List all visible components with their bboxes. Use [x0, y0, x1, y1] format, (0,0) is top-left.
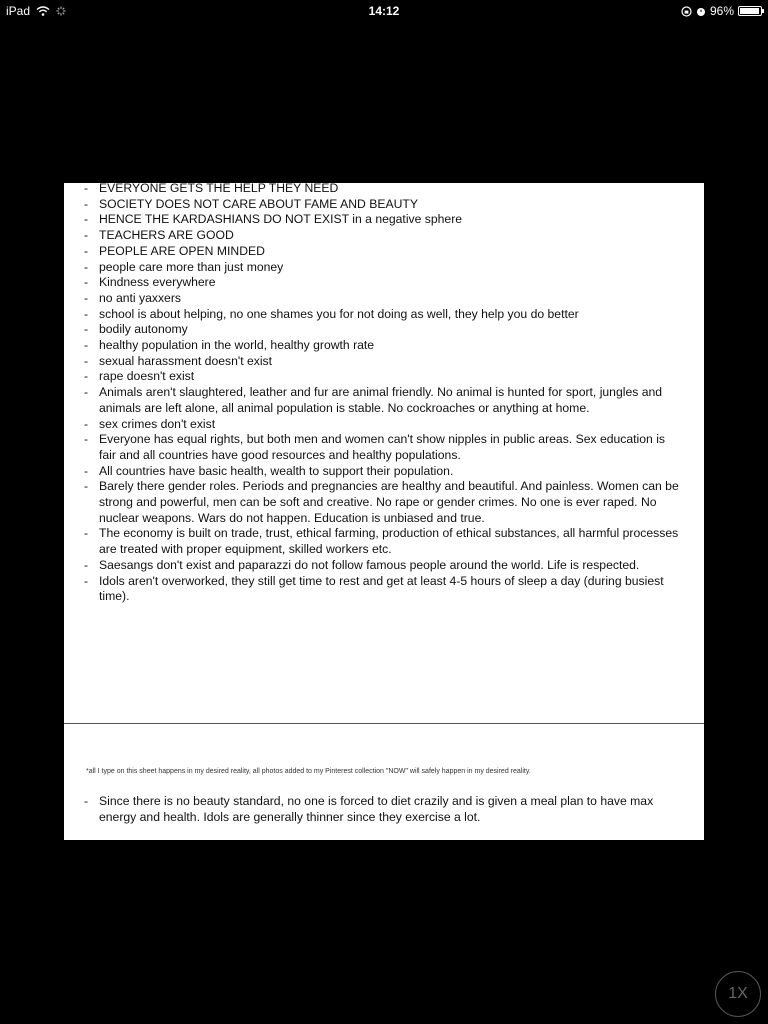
status-right [681, 4, 762, 18]
list-item: - Since there is no beauty standard, no one is forced to diet crazily and is given a meal plan to have max energy and health. Idols are generally thinner since they exercise a lot. [84, 794, 684, 825]
list-item: - Idols aren't overworked, they still get time to rest and get at least 4-5 hours of sleep a day (during busiest time). [84, 574, 684, 605]
list-item: - people care more than just money [84, 260, 684, 276]
list-item: - EVERYONE GETS THE HELP THEY NEED [84, 183, 684, 197]
list-item: - Kindness everywhere [84, 275, 684, 291]
list-item: - The economy is built on trade, trust, ethical farming, production of ethical substances, all harmful processes are treated with proper equipment, skilled workers etc. [84, 526, 684, 557]
page-divider [64, 723, 704, 724]
list-item: - healthy population in the world, healthy growth rate [84, 338, 684, 354]
list-item: - school is about helping, no one shames you for not doing as well, they help you do better [84, 307, 684, 323]
list-item: - All countries have basic health, wealth to support their population. [84, 464, 684, 480]
list-item: - Everyone has equal rights, but both men and women can't show nipples in public areas. Sex education is fair and all countries have good resources and healthy populations. [84, 432, 684, 463]
alarm-clock-icon [696, 6, 706, 17]
document-list [84, 183, 684, 605]
list-item: - Barely there gender roles. Periods and pregnancies are healthy and beautiful. And painless. Women can be strong and powerful, men can be soft and creative. No rape or gender crimes. No one is ever raped. No nuclear weapons. Wars do not happen. Education is unbiased and true. [84, 479, 684, 526]
battery-icon [738, 6, 762, 16]
battery-percent: 96% [709, 4, 734, 18]
battery-fill [740, 8, 759, 14]
list-item: - no anti yaxxers [84, 291, 684, 307]
list-item: - SOCIETY DOES NOT CARE ABOUT FAME AND BEAUTY [84, 197, 684, 213]
list-item: - Saesangs don't exist and paparazzi do not follow famous people around the world. Life is respected. [84, 558, 684, 574]
list-item: - rape doesn't exist [84, 369, 684, 385]
list-item: - TEACHERS ARE GOOD [84, 228, 684, 244]
list-item: - bodily autonomy [84, 322, 684, 338]
device-name: iPad [6, 4, 31, 18]
zoom-button[interactable]: 1X [715, 971, 761, 1017]
status-time: 14:12 [368, 4, 400, 18]
list-item: - Animals aren't slaughtered, leather and fur are animal friendly. No animal is hunted for sport, jungles and animals are left alone, all animal population is stable. No cockroaches or anything at home. [84, 385, 684, 416]
orientation-lock-icon [681, 6, 692, 17]
list-item: - sex crimes don't exist [84, 417, 684, 433]
status-bar [0, 0, 768, 22]
footnote: *all I type on this sheet happens in my desired reality, all photos added to my Pinterest collection "NOW" will safely happen in my desired reality. [86, 768, 531, 775]
list-item: - PEOPLE ARE OPEN MINDED [84, 244, 684, 260]
list-item: - HENCE THE KARDASHIANS DO NOT EXIST in a negative sphere [84, 212, 684, 228]
list-item: - sexual harassment doesn't exist [84, 354, 684, 370]
document-image [64, 183, 704, 840]
document-list-continued [84, 794, 684, 825]
